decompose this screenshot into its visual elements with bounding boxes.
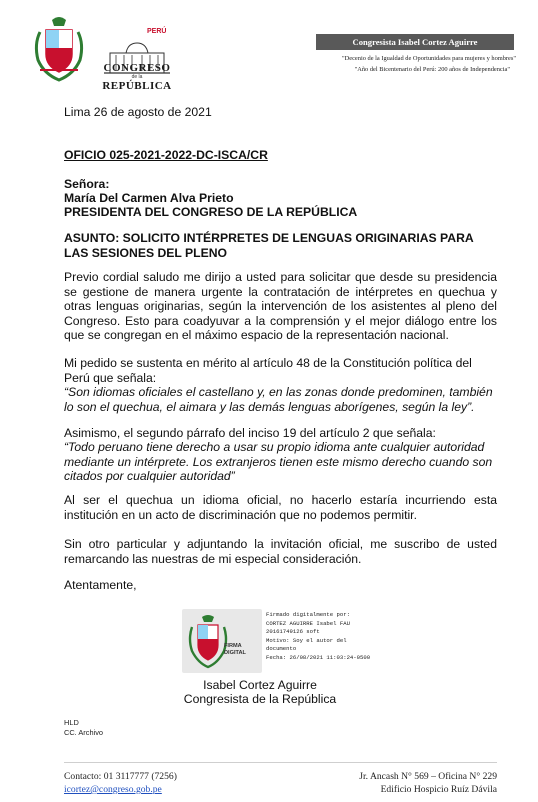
de-la-wordmark: de la (131, 74, 143, 80)
paragraph-request: Previo cordial saludo me dirijo a usted para solicitar que desde su presidencia se gestione de manera urgente la contratación de intérpretes en quechua y otras lenguas originarias, según la intervención de los asistentes al pleno del Congreso. Esto para coadyuvar a la comprensión y el mejor diálogo entre los que se congregan en el máximo espacio de la representación nacional. (64, 270, 497, 343)
oficio-number: OFICIO 025-2021-2022-DC-ISCA/CR (64, 148, 268, 162)
signer-title: Congresista de la República (183, 692, 337, 706)
quote-article-2: “Todo peruano tiene derecho a usar su propio idioma ante cualquier autoridad mediante un intérprete. Los extranjeros tienen este mismo derecho cuando son citados por cualquier autoridad” (64, 440, 493, 484)
congresswoman-name-banner: Congresista Isabel Cortez Aguirre (316, 34, 514, 50)
cc-note: CC. Archivo (64, 728, 104, 737)
closing-salutation: Atentamente, (64, 578, 137, 592)
peru-coat-of-arms-icon (30, 14, 88, 84)
signer-name: Isabel Cortez Aguirre (203, 678, 317, 692)
subject-line: ASUNTO: SOLICITO INTÉRPRETES DE LENGUAS ORIGINARIAS PARA LAS SESIONES DEL PLENO (64, 231, 474, 260)
quote-article-48: “Son idiomas oficiales el castellano y, en las zonas donde predominen, también lo son el quechua, el aimara y las demás lenguas aborígenes, según la ley”. (64, 385, 493, 414)
signature-details (266, 611, 371, 663)
contact-email-link[interactable]: icortez@congreso.gob.pe (64, 784, 162, 795)
contact-phone: Contacto: 01 3117777 (7256) (64, 771, 177, 782)
firma-digital-label: FIRMA DIGITAL (224, 643, 246, 656)
salutation: Señora: (64, 177, 110, 191)
paragraph-article-2-intro: Asimismo, el segundo párrafo del inciso 19 del artículo 2 que señala: (64, 426, 436, 440)
paragraph-discrimination: Al ser el quechua un idioma oficial, no hacerlo estaría incurriendo esta institución en un acto de discriminación que no podemos permitir. (64, 493, 497, 522)
signature-line: 20161749126 soft (266, 628, 320, 636)
signature-line: CORTEZ AGUIRRE Isabel FAU (266, 619, 350, 627)
building-line: Edificio Hospicio Ruíz Dávila (380, 784, 497, 795)
recipient-title: PRESIDENTA DEL CONGRESO DE LA REPÚBLICA (64, 205, 358, 219)
footer-divider (64, 762, 497, 763)
republica-wordmark: REPÚBLICA (102, 80, 172, 92)
paragraph-closing: Sin otro particular y adjuntando la invitación oficial, me suscribo de usted remarcando las nuestras de mi especial consideración. (64, 537, 497, 566)
congreso-wordmark: CONGRESO (103, 62, 171, 74)
signature-line: Firmado digitalmente por: (266, 611, 350, 618)
year-motto: "Año del Bicentenario del Perú: 200 años de Independencia" (354, 66, 510, 73)
footer-contact (64, 770, 177, 796)
initials-note: HLD (64, 718, 79, 727)
paragraph-article-48-intro: Mi pedido se sustenta en mérito al artículo 48 de la Constitución política del Perú que señala: (64, 356, 472, 385)
decade-motto: "Decenio de la Igualdad de Oportunidades para mujeres y hombres" (342, 55, 516, 62)
place-date: Lima 26 de agosto de 2021 (64, 105, 212, 119)
peru-label: PERÚ (147, 28, 167, 35)
address-line: Jr. Ancash N° 569 – Oficina N° 229 (359, 771, 497, 782)
signature-line: documento (266, 645, 297, 653)
peru-coat-of-arms-icon (186, 613, 230, 669)
footer-address (300, 770, 497, 796)
recipient-name: María Del Carmen Alva Prieto (64, 191, 234, 205)
digital-signature-stamp (182, 609, 371, 673)
letterhead (0, 0, 538, 100)
signature-line: Motivo: Soy el autor del (266, 636, 347, 644)
signature-line: Fecha: 26/08/2021 11:03:24-0500 (266, 653, 371, 661)
